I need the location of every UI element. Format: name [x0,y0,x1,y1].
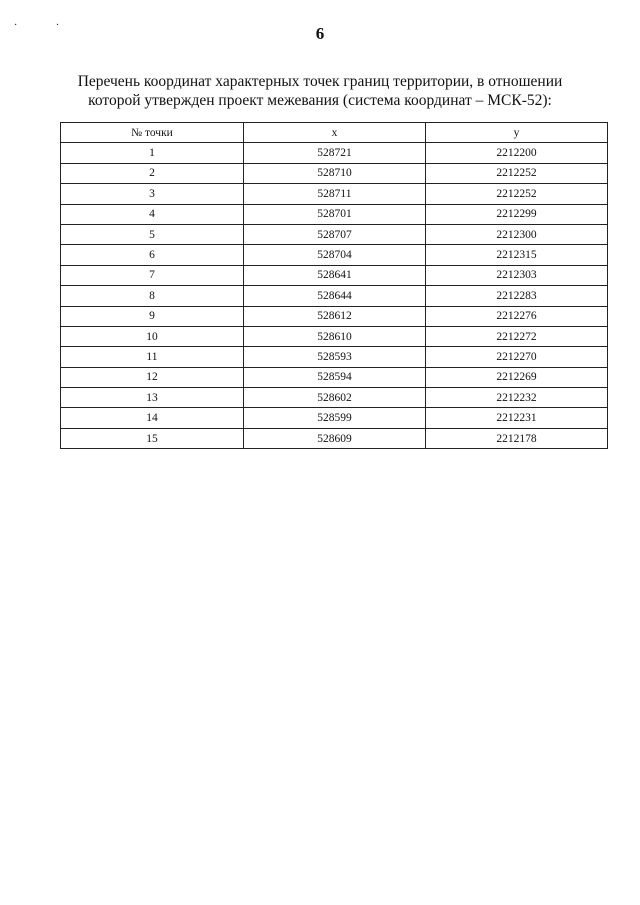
cell-point-number: 11 [61,347,244,367]
coordinates-table [60,122,608,449]
cell-y: 2212283 [425,286,607,306]
cell-point-number: 14 [61,408,244,428]
cell-y: 2212299 [425,204,607,224]
table-row [61,428,608,448]
cell-x: 528593 [243,347,425,367]
table-row [61,245,608,265]
column-header-y: y [425,123,607,143]
cell-point-number: 8 [61,286,244,306]
table-row [61,326,608,346]
cell-x: 528704 [243,245,425,265]
cell-x: 528721 [243,143,425,163]
table-row [61,204,608,224]
cell-x: 528641 [243,265,425,285]
cell-y: 2212315 [425,245,607,265]
cell-y: 2212200 [425,143,607,163]
cell-y: 2212270 [425,347,607,367]
heading-line-2: которой утвержден проект межевания (система координат – МСК-52): [88,92,552,109]
cell-point-number: 4 [61,204,244,224]
cell-x: 528610 [243,326,425,346]
column-header-x: x [243,123,425,143]
cell-x: 528602 [243,388,425,408]
cell-point-number: 15 [61,428,244,448]
scan-specks: · · [14,20,78,31]
cell-y: 2212252 [425,184,607,204]
page-number: 6 [315,24,325,43]
cell-y: 2212303 [425,265,607,285]
cell-point-number: 6 [61,245,244,265]
table-row [61,163,608,183]
cell-y: 2212232 [425,388,607,408]
cell-point-number: 10 [61,326,244,346]
cell-y: 2212231 [425,408,607,428]
table-header-row [61,123,608,143]
table-row [61,286,608,306]
heading-line-1: Перечень координат характерных точек границ территории, в отношении [77,73,563,90]
table-row [61,306,608,326]
table-row [61,143,608,163]
cell-point-number: 5 [61,224,244,244]
table-row [61,265,608,285]
table-row [61,367,608,387]
cell-x: 528612 [243,306,425,326]
table-row [61,224,608,244]
column-header-point-number: № точки [61,123,244,143]
table-row [61,184,608,204]
table-row [61,408,608,428]
table-row [61,388,608,408]
cell-point-number: 9 [61,306,244,326]
cell-y: 2212178 [425,428,607,448]
cell-point-number: 13 [61,388,244,408]
cell-x: 528644 [243,286,425,306]
cell-y: 2212300 [425,224,607,244]
cell-point-number: 3 [61,184,244,204]
cell-x: 528599 [243,408,425,428]
cell-point-number: 2 [61,163,244,183]
cell-x: 528594 [243,367,425,387]
cell-y: 2212276 [425,306,607,326]
cell-point-number: 1 [61,143,244,163]
cell-x: 528711 [243,184,425,204]
cell-y: 2212252 [425,163,607,183]
cell-point-number: 12 [61,367,244,387]
document-heading [40,72,600,110]
table-row [61,347,608,367]
cell-x: 528701 [243,204,425,224]
cell-point-number: 7 [61,265,244,285]
cell-y: 2212269 [425,367,607,387]
cell-x: 528710 [243,163,425,183]
cell-x: 528707 [243,224,425,244]
cell-x: 528609 [243,428,425,448]
cell-y: 2212272 [425,326,607,346]
table-body [61,143,608,449]
